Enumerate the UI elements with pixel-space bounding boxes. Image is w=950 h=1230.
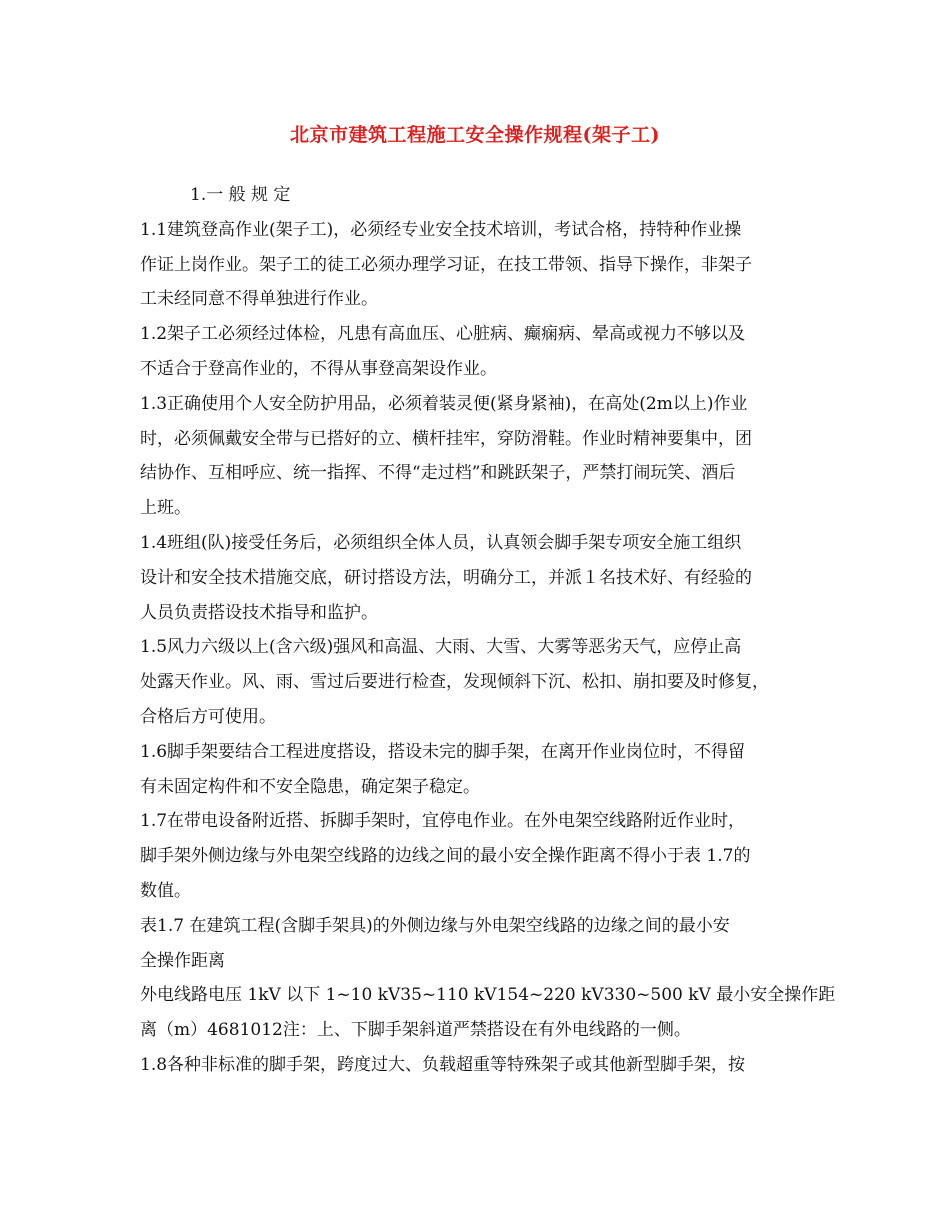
text-line: 1.2架子工必须经过体检，凡患有高血压、心脏病、癫痫病、晕高或视力不够以及 bbox=[140, 324, 746, 345]
text-line: 有未固定构件和不安全隐患，确定架子稳定。 bbox=[140, 776, 480, 797]
text-line: 不适合于登高作业的，不得从事登高架设作业。 bbox=[140, 358, 497, 379]
document-title: 北京市建筑工程施工安全操作规程(架子工) bbox=[290, 124, 660, 146]
text-line: 1.4班组(队)接受任务后，必须组织全体人员，认真领会脚手架专项安全施工组织 bbox=[140, 532, 742, 553]
text-line: 设计和安全技术措施交底，研讨搭设方法，明确分工，并派１名技术好、有经验的 bbox=[140, 567, 752, 588]
text-line: 工未经同意不得单独进行作业。 bbox=[140, 289, 378, 310]
text-line: 作证上岗作业。架子工的徒工必须办理学习证，在技工带领、指导下操作，非架子 bbox=[140, 254, 752, 275]
text-line: 1.6脚手架要结合工程进度搭设，搭设未完的脚手架，在离开作业岗位时，不得留 bbox=[140, 741, 746, 762]
document-body bbox=[140, 178, 836, 1083]
text-line: 合格后方可使用。 bbox=[140, 706, 276, 727]
text-line: 1.1建筑登高作业(架子工)，必须经专业安全技术培训，考试合格，持特种作业操 bbox=[140, 219, 742, 240]
section-heading: 1.一 般 规 定 bbox=[190, 185, 291, 205]
text-line: 结协作、互相呼应、统一指挥、不得“走过档”和跳跃架子，严禁打闹玩笑、酒后 bbox=[140, 463, 736, 484]
text-line: 处露天作业。风、雨、雪过后要进行检查，发现倾斜下沉、松扣、崩扣要及时修复， bbox=[140, 672, 769, 693]
text-line: 时，必须佩戴安全带与已搭好的立、横杆挂牢，穿防滑鞋。作业时精神要集中，团 bbox=[140, 428, 752, 449]
text-line: 1.8各种非标准的脚手架，跨度过大、负载超重等特殊架子或其他新型脚手架，按 bbox=[140, 1054, 746, 1075]
text-line: 1.5风力六级以上(含六级)强风和高温、大雨、大雪、大雾等恶劣天气，应停止高 bbox=[140, 637, 742, 658]
table-caption-line: 表1.7 在建筑工程(含脚手架具)的外侧边缘与外电架空线路的边缘之间的最小安 bbox=[140, 915, 730, 936]
text-line: 1.3正确使用个人安全防护用品，必须着装灵便(紧身紧袖)，在高处(2m以上)作业 bbox=[140, 393, 748, 414]
text-line: 数值。 bbox=[140, 880, 191, 901]
table-data-line: 离（m）4681012注：上、下脚手架斜道严禁搭设在有外电线路的一侧。 bbox=[140, 1020, 691, 1041]
text-line: 上班。 bbox=[140, 498, 191, 519]
table-data-line: 外电线路电压 1kV 以下 1~10 kV35~110 kV154~220 kV330~500 kV 最小安全操作距 bbox=[140, 985, 836, 1006]
text-line: 脚手架外侧边缘与外电架空线路的边线之间的最小安全操作距离不得小于表 1.7的 bbox=[140, 846, 751, 867]
text-line: 1.7在带电设备附近搭、拆脚手架时，宜停电作业。在外电架空线路附近作业时， bbox=[140, 811, 746, 832]
text-line: 人员负责搭设技术指导和监护。 bbox=[140, 602, 378, 623]
table-caption-line: 全操作距离 bbox=[140, 950, 225, 971]
